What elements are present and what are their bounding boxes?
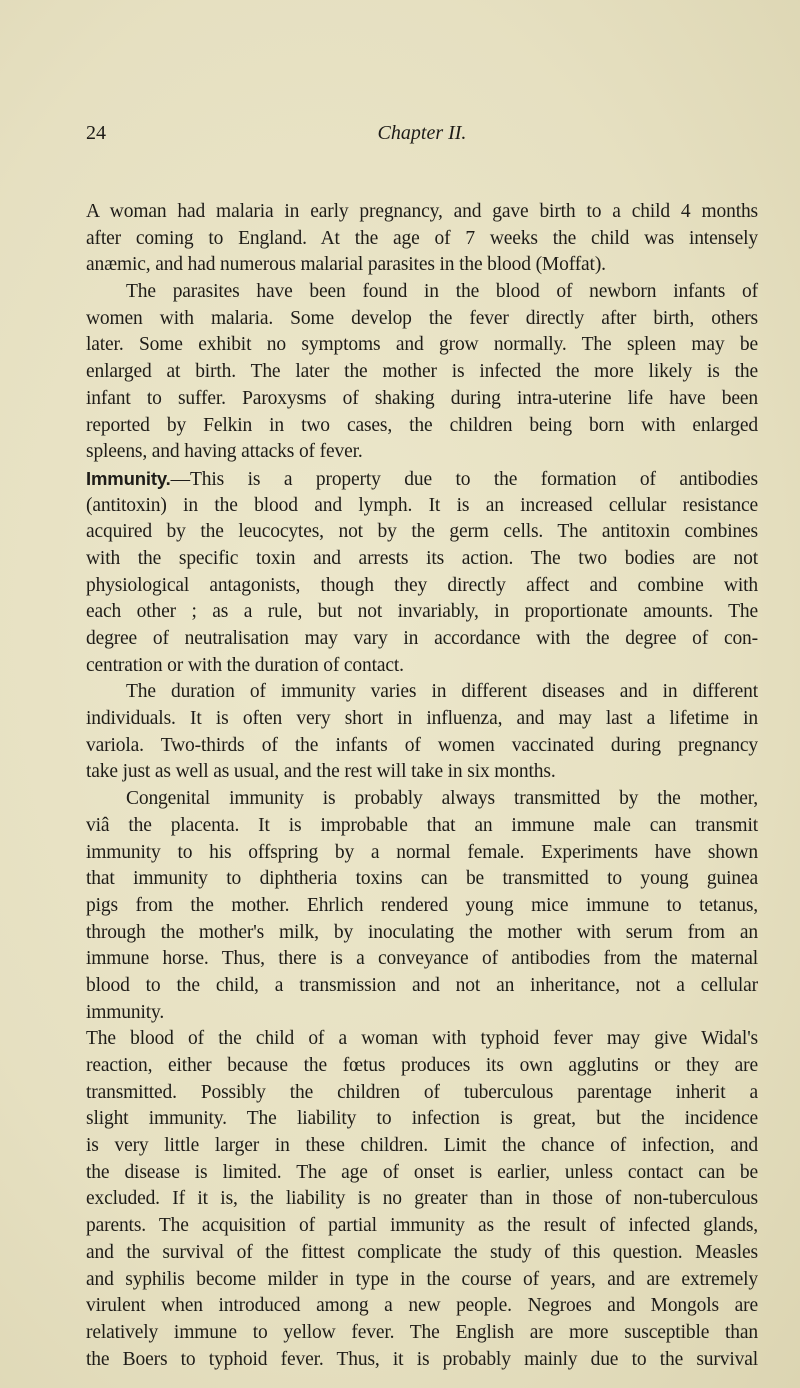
line-text: spleens, and having attacks of fever.	[86, 441, 363, 463]
line-text: —This is a property due to the formation of antibodies	[170, 468, 758, 490]
paragraph	[86, 1026, 758, 1373]
line-text: that immunity to diphtheria toxins can be transmitted to young guinea	[86, 868, 758, 890]
paragraph	[86, 199, 758, 279]
line-text: immunity to his offspring by a normal female. Experiments have shown	[86, 841, 758, 863]
text-line	[86, 786, 758, 813]
text-line	[86, 1213, 758, 1240]
line-text: enlarged at birth. The later the mother is infected the more likely is the	[86, 361, 758, 383]
text-line	[86, 599, 758, 626]
text-line	[86, 1133, 758, 1160]
line-text: relatively immune to yellow fever. The English are more susceptible than	[86, 1321, 758, 1343]
text-line	[86, 759, 758, 786]
section-heading: Immunity.	[86, 467, 171, 489]
page-number: 24	[86, 122, 106, 144]
text-line	[86, 626, 758, 653]
line-text: each other ; as a rule, but not invariably, in proportionate amounts. The	[86, 601, 758, 623]
line-text: after coming to England. At the age of 7 weeks the child was intensely	[86, 227, 758, 249]
line-text: viâ the placenta. It is improbable that an immune male can transmit	[86, 814, 758, 836]
text-line	[86, 359, 758, 386]
line-text: acquired by the leucocytes, not by the germ cells. The antitoxin combines	[86, 521, 758, 543]
line-text: is very little larger in these children. Limit the chance of infection, and	[86, 1135, 758, 1157]
text-line	[86, 813, 758, 840]
text-line	[86, 413, 758, 440]
text-line	[86, 1293, 758, 1320]
body-text	[86, 199, 758, 1373]
text-line	[86, 546, 758, 573]
text-line	[86, 332, 758, 359]
paragraph	[86, 466, 758, 680]
line-text: anæmic, and had numerous malarial parasites in the blood (Moffat).	[86, 254, 606, 276]
line-text: and the survival of the fittest complicate the study of this question. Measles	[86, 1241, 758, 1263]
text-line	[86, 840, 758, 867]
text-line	[86, 973, 758, 1000]
text-line	[86, 573, 758, 600]
text-line	[86, 1267, 758, 1294]
line-text: individuals. It is often very short in influenza, and may last a lifetime in	[86, 708, 758, 730]
line-text: The blood of the child of a woman with typhoid fever may give Widal's	[86, 1028, 758, 1050]
line-text: Congenital immunity is probably always transmitted by the mother,	[126, 788, 758, 810]
line-text: (antitoxin) in the blood and lymph. It is an increased cellular resistance	[86, 494, 758, 516]
line-text: immunity.	[86, 1001, 165, 1023]
line-text: with the specific toxin and arrests its action. The two bodies are not	[86, 547, 758, 569]
line-text: the disease is limited. The age of onset is earlier, unless contact can be	[86, 1161, 758, 1183]
line-text: transmitted. Possibly the children of tuberculous parentage inherit a	[86, 1081, 758, 1103]
line-text: centration or with the duration of contact.	[86, 654, 404, 676]
text-line	[86, 653, 758, 680]
line-text: women with malaria. Some develop the fever directly after birth, others	[86, 307, 758, 329]
text-line	[86, 1240, 758, 1267]
line-text: reaction, either because the fœtus produces its own agglutins or they are	[86, 1055, 758, 1076]
text-line	[86, 866, 758, 893]
line-text: A woman had malaria in early pregnancy, and gave birth to a child 4 months	[86, 201, 758, 222]
text-line	[86, 1053, 758, 1080]
text-line	[86, 1106, 758, 1133]
line-text: blood to the child, a transmission and not an inheritance, not a cellular	[86, 974, 758, 996]
text-line	[86, 439, 758, 466]
text-line	[86, 946, 758, 973]
paragraph	[86, 679, 758, 786]
text-line	[86, 920, 758, 947]
line-text: physiological antagonists, though they directly affect and combine with	[86, 574, 758, 596]
line-text: through the mother's milk, by inoculating the mother with serum from an	[86, 921, 758, 943]
line-text: parents. The acquisition of partial immunity as the result of infected glands,	[86, 1215, 758, 1237]
text-line	[86, 679, 758, 706]
text-line	[86, 493, 758, 520]
line-text: excluded. If it is, the liability is no greater than in those of non-tuberculous	[86, 1188, 758, 1210]
text-line	[86, 199, 758, 226]
line-text: degree of neutralisation may vary in accordance with the degree of con-	[86, 628, 758, 649]
text-line	[86, 279, 758, 306]
text-line	[86, 226, 758, 253]
line-text: later. Some exhibit no symptoms and grow normally. The spleen may be	[86, 334, 758, 356]
text-line	[86, 1160, 758, 1187]
paragraph	[86, 786, 758, 1026]
text-line	[86, 733, 758, 760]
text-line	[86, 1000, 758, 1027]
line-text: pigs from the mother. Ehrlich rendered young mice immune to tetanus,	[86, 894, 758, 916]
text-line	[86, 706, 758, 733]
running-title: Chapter II.	[377, 122, 467, 144]
line-text: The duration of immunity varies in different diseases and in different	[126, 681, 758, 703]
text-line	[86, 1080, 758, 1107]
text-line	[86, 1320, 758, 1347]
text-line	[86, 1347, 758, 1374]
line-text: take just as well as usual, and the rest will take in six months.	[86, 761, 556, 783]
line-text: infant to suffer. Paroxysms of shaking during intra-uterine life have been	[86, 387, 758, 409]
text-line	[86, 386, 758, 413]
text-line	[86, 519, 758, 546]
paragraph	[86, 279, 758, 466]
line-text: reported by Felkin in two cases, the children being born with enlarged	[86, 414, 758, 436]
text-line	[86, 1026, 758, 1053]
line-text: The parasites have been found in the blood of newborn infants of	[126, 281, 758, 303]
line-text: immune horse. Thus, there is a conveyance of antibodies from the maternal	[86, 948, 758, 970]
page-header	[86, 122, 758, 150]
line-text: variola. Two-thirds of the infants of women vaccinated during pregnancy	[86, 734, 758, 756]
text-line	[86, 466, 758, 493]
text-line	[86, 252, 758, 279]
line-text: and syphilis become milder in type in the course of years, and are extremely	[86, 1268, 758, 1290]
text-line	[86, 306, 758, 333]
text-line	[86, 893, 758, 920]
text-line	[86, 1186, 758, 1213]
line-text: virulent when introduced among a new people. Negroes and Mongols are	[86, 1295, 758, 1317]
line-text: slight immunity. The liability to infection is great, but the incidence	[86, 1108, 758, 1130]
line-text: the Boers to typhoid fever. Thus, it is probably mainly due to the survival	[86, 1348, 758, 1370]
